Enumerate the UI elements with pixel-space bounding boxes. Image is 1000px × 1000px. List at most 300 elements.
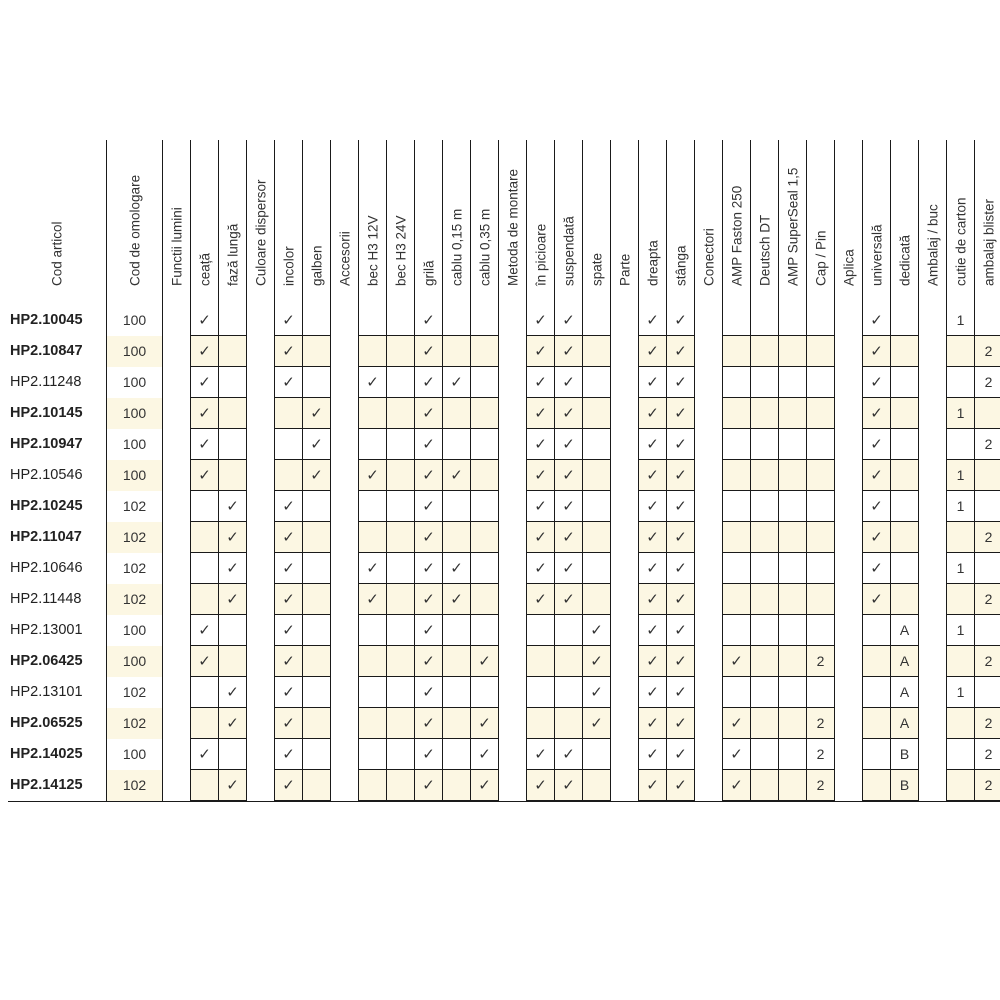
check-icon: ✓ — [218, 553, 246, 584]
check-icon: ✓ — [554, 336, 582, 367]
cell-amp — [722, 491, 750, 522]
group-spacer — [498, 739, 526, 770]
group-spacer — [498, 553, 526, 584]
column-header-suspendata — [554, 140, 583, 305]
check-icon: ✓ — [554, 584, 582, 615]
cell-blister — [974, 491, 1000, 522]
group-spacer — [918, 646, 946, 677]
column-header-faza — [218, 140, 247, 305]
group-spacer — [246, 739, 274, 770]
table-row — [8, 646, 1000, 677]
group-spacer — [498, 491, 526, 522]
check-icon: ✓ — [470, 739, 498, 770]
cell-cablu035 — [470, 584, 498, 615]
group-spacer — [498, 584, 526, 615]
check-icon: ✓ — [722, 646, 750, 677]
cell-carton: 1 — [946, 398, 974, 429]
article-code: HP2.11047 — [10, 529, 82, 545]
cell-galben — [302, 522, 330, 553]
cell-universala — [862, 708, 890, 739]
group-spacer — [246, 584, 274, 615]
cell-cappin: 2 — [806, 739, 834, 770]
cell-universala — [862, 646, 890, 677]
cell-carton: 1 — [946, 491, 974, 522]
check-icon: ✓ — [274, 677, 302, 708]
group-spacer — [918, 429, 946, 460]
group-spacer — [918, 553, 946, 584]
check-icon: ✓ — [526, 491, 554, 522]
cell-h3_12 — [358, 615, 386, 646]
check-icon: ✓ — [442, 460, 470, 491]
cell-h3_12 — [358, 708, 386, 739]
check-icon: ✓ — [526, 367, 554, 398]
check-icon: ✓ — [274, 305, 302, 336]
group-spacer — [498, 708, 526, 739]
column-header-g_dispersor — [246, 140, 275, 305]
check-icon: ✓ — [442, 553, 470, 584]
cell-ceata — [190, 708, 218, 739]
cell-amp — [722, 305, 750, 336]
check-icon: ✓ — [218, 708, 246, 739]
article-code: HP2.10947 — [10, 436, 83, 452]
check-icon: ✓ — [666, 460, 694, 491]
group-spacer — [834, 522, 862, 553]
cell-h3_24 — [386, 770, 414, 801]
cell-cappin — [806, 398, 834, 429]
cell-amp — [722, 553, 750, 584]
cell-dedicata — [890, 305, 918, 336]
cell-dedicata — [890, 584, 918, 615]
article-code: HP2.14125 — [10, 777, 83, 793]
cell-dedicata — [890, 491, 918, 522]
cell-amp — [722, 615, 750, 646]
cell-deutsch — [750, 584, 778, 615]
column-header-label: Culoare dispersor — [253, 179, 269, 286]
cell-omolog: 102 — [106, 491, 162, 522]
check-icon: ✓ — [666, 584, 694, 615]
cell-cappin: 2 — [806, 646, 834, 677]
check-icon: ✓ — [666, 708, 694, 739]
cell-blister: 2 — [974, 522, 1000, 553]
group-spacer — [694, 615, 722, 646]
cell-blister: 2 — [974, 336, 1000, 367]
cell-superseal — [778, 584, 806, 615]
cell-spate — [582, 460, 610, 491]
check-icon: ✓ — [582, 615, 610, 646]
cell-cappin — [806, 367, 834, 398]
check-icon: ✓ — [638, 429, 666, 460]
column-header-label: suspendată — [561, 216, 577, 286]
cell-galben — [302, 584, 330, 615]
cell-dedicata: A — [890, 708, 918, 739]
group-spacer — [918, 491, 946, 522]
check-icon: ✓ — [666, 522, 694, 553]
cell-cablu015 — [442, 646, 470, 677]
check-icon: ✓ — [302, 460, 330, 491]
cell-dedicata: A — [890, 615, 918, 646]
cell-omolog: 102 — [106, 677, 162, 708]
column-header-label: bec H3 12V — [365, 215, 381, 286]
cell-carton: 1 — [946, 677, 974, 708]
cell-carton: 1 — [946, 305, 974, 336]
check-icon: ✓ — [274, 770, 302, 801]
cell-h3_12 — [358, 646, 386, 677]
table-row — [8, 398, 1000, 429]
column-header-galben — [302, 140, 331, 305]
group-spacer — [498, 429, 526, 460]
column-header-g_conectori — [694, 140, 723, 305]
cell-deutsch — [750, 739, 778, 770]
cell-omolog: 100 — [106, 615, 162, 646]
cell-omolog: 100 — [106, 739, 162, 770]
cell-carton: 1 — [946, 553, 974, 584]
check-icon: ✓ — [862, 522, 890, 553]
check-icon: ✓ — [190, 739, 218, 770]
check-icon: ✓ — [666, 770, 694, 801]
column-header-g_parte — [610, 140, 639, 305]
cell-faza — [218, 398, 246, 429]
group-spacer — [834, 491, 862, 522]
cell-omolog: 102 — [106, 708, 162, 739]
check-icon: ✓ — [862, 491, 890, 522]
cell-deutsch — [750, 491, 778, 522]
check-icon: ✓ — [862, 305, 890, 336]
article-code: HP2.06425 — [10, 653, 83, 669]
group-spacer — [162, 398, 190, 429]
group-spacer — [918, 398, 946, 429]
group-spacer — [330, 770, 358, 801]
check-icon: ✓ — [722, 708, 750, 739]
cell-universala — [862, 615, 890, 646]
check-icon: ✓ — [218, 677, 246, 708]
check-icon: ✓ — [582, 646, 610, 677]
check-icon: ✓ — [526, 522, 554, 553]
group-spacer — [246, 615, 274, 646]
check-icon: ✓ — [638, 739, 666, 770]
group-spacer — [498, 336, 526, 367]
check-icon: ✓ — [190, 646, 218, 677]
cell-cappin — [806, 677, 834, 708]
article-code: HP2.13001 — [10, 622, 83, 638]
article-code: HP2.13101 — [10, 684, 83, 700]
cell-picioare — [526, 677, 554, 708]
cell-cablu015 — [442, 615, 470, 646]
cell-galben — [302, 646, 330, 677]
group-spacer — [330, 708, 358, 739]
cell-spate — [582, 491, 610, 522]
check-icon: ✓ — [554, 522, 582, 553]
group-spacer — [498, 367, 526, 398]
cell-superseal — [778, 336, 806, 367]
check-icon: ✓ — [190, 615, 218, 646]
group-spacer — [610, 584, 638, 615]
check-icon: ✓ — [666, 429, 694, 460]
check-icon: ✓ — [862, 336, 890, 367]
column-header-grila — [414, 140, 443, 305]
cell-cablu035 — [470, 398, 498, 429]
cell-cappin — [806, 491, 834, 522]
group-spacer — [610, 646, 638, 677]
check-icon: ✓ — [190, 305, 218, 336]
group-spacer — [694, 460, 722, 491]
cell-superseal — [778, 615, 806, 646]
group-spacer — [246, 770, 274, 801]
column-header-label: Conectori — [701, 228, 717, 286]
cell-deutsch — [750, 522, 778, 553]
check-icon: ✓ — [666, 646, 694, 677]
check-icon: ✓ — [526, 553, 554, 584]
article-code: HP2.10847 — [10, 343, 83, 359]
cell-h3_24 — [386, 646, 414, 677]
cell-ceata — [190, 770, 218, 801]
group-spacer — [834, 739, 862, 770]
check-icon: ✓ — [638, 677, 666, 708]
column-header-amp — [722, 140, 751, 305]
cell-omolog: 100 — [106, 398, 162, 429]
cell-dedicata — [890, 429, 918, 460]
cell-dedicata — [890, 460, 918, 491]
group-spacer — [246, 305, 274, 336]
cell-cablu015 — [442, 708, 470, 739]
cell-ceata — [190, 491, 218, 522]
check-icon: ✓ — [638, 646, 666, 677]
group-spacer — [246, 646, 274, 677]
group-spacer — [498, 770, 526, 801]
cell-blister: 2 — [974, 646, 1000, 677]
column-header-label: ambalaj blister — [981, 198, 997, 286]
check-icon: ✓ — [190, 398, 218, 429]
group-spacer — [834, 646, 862, 677]
cell-faza — [218, 460, 246, 491]
group-spacer — [498, 522, 526, 553]
cell-ceata — [190, 553, 218, 584]
cell-blister — [974, 398, 1000, 429]
group-spacer — [330, 553, 358, 584]
cell-cablu035 — [470, 429, 498, 460]
group-spacer — [162, 460, 190, 491]
cell-omolog: 100 — [106, 460, 162, 491]
table-row — [8, 491, 1000, 522]
group-spacer — [610, 336, 638, 367]
cell-cappin — [806, 305, 834, 336]
cell-omolog: 100 — [106, 367, 162, 398]
check-icon: ✓ — [554, 398, 582, 429]
group-spacer — [918, 460, 946, 491]
group-spacer — [330, 646, 358, 677]
cell-superseal — [778, 677, 806, 708]
check-icon: ✓ — [582, 677, 610, 708]
cell-galben — [302, 615, 330, 646]
group-spacer — [162, 770, 190, 801]
group-spacer — [918, 739, 946, 770]
cell-deutsch — [750, 305, 778, 336]
cell-galben — [302, 336, 330, 367]
group-spacer — [694, 770, 722, 801]
group-spacer — [834, 460, 862, 491]
check-icon: ✓ — [218, 491, 246, 522]
cell-dedicata — [890, 553, 918, 584]
cell-suspendata — [554, 708, 582, 739]
group-spacer — [610, 677, 638, 708]
check-icon: ✓ — [638, 522, 666, 553]
check-icon: ✓ — [638, 305, 666, 336]
cell-galben — [302, 553, 330, 584]
cell-incolor — [274, 398, 302, 429]
cell-superseal — [778, 429, 806, 460]
cell-dedicata: A — [890, 646, 918, 677]
group-spacer — [162, 522, 190, 553]
group-spacer — [162, 739, 190, 770]
group-spacer — [918, 584, 946, 615]
group-spacer — [694, 398, 722, 429]
check-icon: ✓ — [862, 584, 890, 615]
cell-superseal — [778, 553, 806, 584]
check-icon: ✓ — [218, 522, 246, 553]
check-icon: ✓ — [414, 615, 442, 646]
check-icon: ✓ — [274, 584, 302, 615]
check-icon: ✓ — [554, 305, 582, 336]
cell-omolog: 102 — [106, 553, 162, 584]
cell-cappin — [806, 460, 834, 491]
cell-galben — [302, 677, 330, 708]
table-row — [8, 739, 1000, 770]
group-spacer — [918, 708, 946, 739]
cell-suspendata — [554, 615, 582, 646]
group-spacer — [694, 553, 722, 584]
group-spacer — [246, 708, 274, 739]
cell-ceata — [190, 584, 218, 615]
check-icon: ✓ — [666, 491, 694, 522]
cell-blister — [974, 677, 1000, 708]
check-icon: ✓ — [666, 305, 694, 336]
cell-cablu035 — [470, 367, 498, 398]
cell-carton — [946, 770, 974, 801]
group-spacer — [918, 336, 946, 367]
check-icon: ✓ — [358, 553, 386, 584]
cell-deutsch — [750, 367, 778, 398]
group-spacer — [694, 708, 722, 739]
cell-suspendata — [554, 677, 582, 708]
group-spacer — [330, 367, 358, 398]
cell-deutsch — [750, 553, 778, 584]
table-row — [8, 615, 1000, 646]
cell-h3_24 — [386, 584, 414, 615]
cell-cappin: 2 — [806, 770, 834, 801]
check-icon: ✓ — [302, 429, 330, 460]
cell-spate — [582, 522, 610, 553]
column-header-dreapta — [638, 140, 667, 305]
check-icon: ✓ — [526, 429, 554, 460]
cell-cablu015 — [442, 739, 470, 770]
table-row — [8, 460, 1000, 491]
cell-cablu015 — [442, 305, 470, 336]
group-spacer — [162, 305, 190, 336]
check-icon: ✓ — [218, 770, 246, 801]
group-spacer — [610, 429, 638, 460]
group-spacer — [162, 336, 190, 367]
check-icon: ✓ — [470, 770, 498, 801]
column-header-label: Accesorii — [337, 231, 353, 286]
group-spacer — [694, 336, 722, 367]
column-header-h3_12 — [358, 140, 387, 305]
column-header-label: spate — [589, 252, 605, 286]
cell-spate — [582, 429, 610, 460]
cell-carton — [946, 367, 974, 398]
cell-picioare — [526, 615, 554, 646]
check-icon: ✓ — [190, 460, 218, 491]
cell-superseal — [778, 708, 806, 739]
check-icon: ✓ — [554, 553, 582, 584]
cell-omolog: 102 — [106, 770, 162, 801]
column-header-incolor — [274, 140, 303, 305]
cell-amp — [722, 522, 750, 553]
column-header-label: Cod de omologare — [127, 174, 143, 286]
column-header-universala — [862, 140, 891, 305]
check-icon: ✓ — [274, 739, 302, 770]
cell-superseal — [778, 770, 806, 801]
column-header-label: cablu 0,15 m — [449, 208, 465, 286]
cell-h3_12 — [358, 336, 386, 367]
check-icon: ✓ — [526, 305, 554, 336]
column-header-cablu015 — [442, 140, 471, 305]
check-icon: ✓ — [862, 367, 890, 398]
cell-cappin — [806, 429, 834, 460]
article-code: HP2.14025 — [10, 746, 83, 762]
group-spacer — [694, 367, 722, 398]
check-icon: ✓ — [554, 460, 582, 491]
cell-cablu035 — [470, 336, 498, 367]
cell-amp — [722, 336, 750, 367]
cell-superseal — [778, 367, 806, 398]
cell-omolog: 102 — [106, 584, 162, 615]
check-icon: ✓ — [414, 739, 442, 770]
column-header-label: stânga — [673, 245, 689, 286]
group-spacer — [694, 522, 722, 553]
check-icon: ✓ — [274, 708, 302, 739]
group-spacer — [246, 336, 274, 367]
group-spacer — [498, 677, 526, 708]
cell-cablu015 — [442, 336, 470, 367]
cell-spate — [582, 770, 610, 801]
table-row — [8, 708, 1000, 739]
column-header-label: în picioare — [533, 223, 549, 286]
check-icon: ✓ — [638, 367, 666, 398]
cell-cablu035 — [470, 522, 498, 553]
cell-omolog: 100 — [106, 336, 162, 367]
cell-blister: 2 — [974, 429, 1000, 460]
column-header-label: cablu 0,35 m — [477, 208, 493, 286]
check-icon: ✓ — [218, 584, 246, 615]
column-header-code — [8, 140, 106, 305]
check-icon: ✓ — [526, 460, 554, 491]
cell-carton — [946, 522, 974, 553]
check-icon: ✓ — [554, 739, 582, 770]
group-spacer — [694, 491, 722, 522]
cell-superseal — [778, 460, 806, 491]
check-icon: ✓ — [274, 336, 302, 367]
group-spacer — [918, 615, 946, 646]
check-icon: ✓ — [442, 584, 470, 615]
cell-h3_24 — [386, 615, 414, 646]
column-header-label: Ambalaj / buc — [925, 204, 941, 286]
cell-h3_12 — [358, 305, 386, 336]
group-spacer — [834, 336, 862, 367]
cell-blister: 2 — [974, 770, 1000, 801]
cell-h3_24 — [386, 739, 414, 770]
cell-universala — [862, 677, 890, 708]
cell-superseal — [778, 305, 806, 336]
cell-amp — [722, 584, 750, 615]
